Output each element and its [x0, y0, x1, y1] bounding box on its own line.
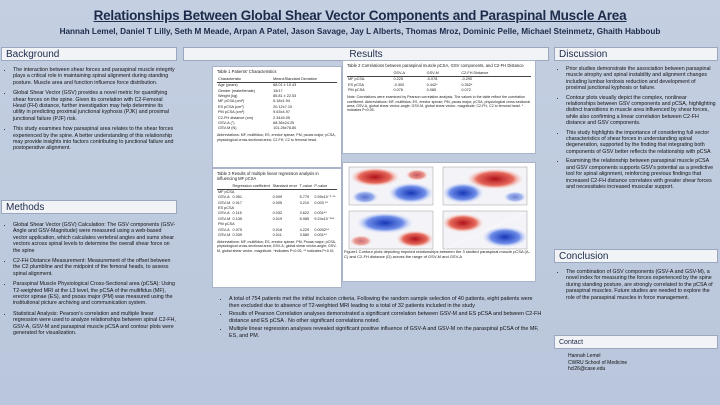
table-3: [212, 168, 342, 288]
background-bullet: • Global Shear Vector (GSV) provides a novel metric for quantifying shear forces on the spine. Given its correlation with C2-Femoral Head (FH) distance, further investigation may help determine its utility in predicting proximal junctional kyphosis (PJK) and proximal junctional failure (PJF) risk.: [13, 90, 176, 122]
table-cell: MF pCSA (cm²): [218, 99, 245, 104]
results-text: [220, 296, 542, 342]
table-1-note: Abbreviations: MF, multifidus; ES, erector spinae; PM, psoas major; pCSA, physiological cross-sectional area; C2-FH, C2 to femoral head.: [217, 133, 336, 142]
table-2-header: GSV-A: [392, 71, 425, 77]
figure-1: [342, 162, 536, 282]
discussion-text: [557, 66, 717, 193]
table-row: [217, 211, 337, 216]
table-3-header: Standard error: [272, 183, 298, 188]
poster-title: Relationships Between Global Shear Vector Components and Paraspinal Muscle Area: [93, 8, 627, 23]
contact-org: CWRU School of Medicine: [568, 359, 628, 366]
table-cell: 0.019: [272, 216, 283, 221]
table-cell: -0.290: [461, 77, 473, 82]
conclusion-bullet: • The combination of GSV components (GSV-A and GSV-M), a novel index for measuring the forces experienced by the spine during standing posture, are strongly correlated to the pCSA of paraspinal muscles. Future studies are needed to explore the role of the paraspinal muscles in force management.: [566, 269, 717, 301]
conclusion-header: Conclusion: [554, 249, 718, 263]
table-row: [217, 200, 337, 205]
discussion-bullet: • This study highlights the importance of considering full vector characteristics of shear forces in understanding spinal degeneration, supported by the finding that integrating both components of GSV better reflects the relationship with pCSA: [566, 130, 717, 156]
table-cell: 0.001**: [314, 211, 327, 216]
table-2-header: GSV-M: [426, 71, 461, 77]
discussion-header: Discussion: [554, 47, 718, 61]
methods-bullet: • Global Shear Vector (GSV) Calculation: The GSV components (GSV-Angle and GSV-Magnitude) were measured using a web-based vector application, which calculates vertebral angles and sums shear vectors across spinal levels to determine the overall shear force on the spine: [13, 222, 176, 254]
table-row: [217, 126, 337, 131]
table-group-label: ES pCSA: [218, 206, 235, 211]
contour-panel-c: [349, 211, 435, 249]
table-cell: 0.115: [232, 211, 242, 216]
methods-text: [4, 222, 176, 341]
table-2-header: C2-FH Distance: [460, 71, 531, 77]
table-cell: 0.442*: [426, 82, 438, 87]
table-cell: 5.18±1.94: [273, 99, 290, 104]
discussion-bullet: • Examining the relationship between paraspinal muscle pCSA and GSV components supports GSV's potential as a predictive tool for spinal alignment, reinforcing previous findings that increased C2-FH distance correlates with greater shear forces and necessitates increased muscular support.: [566, 158, 717, 190]
table-cell: 68.01 ± 10.43: [273, 83, 297, 88]
table-cell: PM pCSA (cm²): [218, 110, 245, 115]
table-cell: 0.072: [461, 88, 471, 93]
table-2: [342, 60, 536, 154]
background-header: Background: [1, 47, 177, 61]
table-2-grid: [347, 71, 531, 94]
table-3-grid: [217, 183, 337, 238]
table-1-header: Characteristic: [217, 77, 272, 83]
table-cell: 3.580: [299, 232, 310, 237]
table-cell: 0.005: [272, 200, 283, 205]
table-row: [217, 216, 337, 221]
table-cell: 0.017: [232, 200, 243, 205]
table-cell: 0.051: [232, 195, 243, 200]
table-cell: 6.985: [299, 216, 310, 221]
table-row: [347, 88, 531, 93]
table-cell: PM pCSA: [348, 88, 365, 93]
table-cell: 0.009: [272, 195, 283, 200]
background-bullet: • The interaction between shear forces and paraspinal muscle integrity plays a critical role in maintaining spinal alignment during standing posture. Muscle area and function influence force distribution.: [13, 67, 176, 86]
table-cell: -0.078: [426, 77, 438, 82]
table-3-header: P-value: [313, 183, 337, 189]
table-cell: GSV-M: [218, 232, 231, 237]
methods-header: Methods: [1, 200, 177, 214]
results-bullet: • A total of 754 patients met the initial inclusion criteria. Following the random sample selection of 40 patients, eight patients were then excluded due to absence of T2-weighted MRI leading to a total of 32 patients included in the study: [229, 296, 542, 309]
table-cell: 68.36±24.25: [273, 120, 295, 125]
table-cell: 0.018: [272, 227, 283, 232]
table-cell: 0.352*: [461, 82, 473, 87]
discussion-bullet: • Prior studies demonstrate the association between paraspinal muscle atrophy and spinal instability and alignment changes including lumbar lordosis reduction and development of proximal junctional kyphosis or failure.: [566, 66, 717, 92]
table-cell: 9.24x10⁻⁸**: [314, 216, 335, 221]
discussion-bullet: • Contour plots visually depict the complex, nonlinear relationships between GSV components and pCSA, highlighting distinct transitions in muscle area influenced by shear forces, while also confirming a linear correlation between C2-FH distance and GSV components.: [566, 95, 717, 127]
contour-panel-b: [441, 167, 527, 205]
table-cell: 0.0002**: [314, 227, 329, 232]
conclusion-text: [557, 269, 717, 305]
table-cell: 0.225: [393, 77, 403, 82]
table-cell: 0.032: [272, 211, 283, 216]
table-cell: 0.076: [393, 88, 403, 93]
table-cell: Age (years): [218, 83, 238, 88]
table-cell: 5.779: [299, 195, 310, 200]
table-cell: 0.135: [232, 216, 243, 221]
table-cell: 9.63±4.97: [273, 110, 290, 115]
table-cell: 15/17: [273, 88, 283, 93]
table-cell: 0.085: [426, 88, 437, 93]
contour-panel-d: [441, 211, 529, 249]
table-cell: 0.003 **: [314, 200, 328, 205]
table-1: [212, 66, 342, 168]
table-cell: -0.300: [393, 82, 405, 87]
table-1-header: Mean±Standard Deviation: [272, 77, 337, 83]
table-cell: GSV-M (N): [218, 126, 237, 131]
poster-authors: Hannah Lemel, Daniel T Lilly, Seth M Meade, Arpan A Patel, Jason Savage, Jay L Alberts, Thomas Mroz, Dominic Pelle, Michael Steinmetz, Ghaith Habboub: [59, 27, 661, 36]
table-cell: GSV-M: [218, 200, 231, 205]
table-cell: 101.26±78.80: [273, 126, 297, 131]
table-row: [217, 227, 337, 232]
table-cell: GSV-M: [218, 216, 231, 221]
contact-header: Contact: [554, 335, 718, 349]
table-cell: ES pCSA (cm²): [218, 104, 244, 109]
table-cell: 3.622: [299, 211, 310, 216]
table-cell: 3.210: [299, 200, 310, 205]
methods-bullet: • Paraspinal Muscle Physiological Cross-Sectional area (pCSA): Using T2-weighted MRI at the L3 level, the pCSA of the multifidus (MF), erector spinae (ES), and psoas major (PM) was measured using the institutional picture archiving and communication system.: [13, 281, 176, 307]
results-bullet: • Multiple linear regression analyses revealed significant positive influence of GSV-A and GSV-M on the paraspinal pCSA of the MF, ES, and PM.: [229, 326, 542, 339]
table-cell: GSV-A: [218, 211, 230, 216]
contact-name: Hannah Lemel: [568, 353, 601, 359]
table-cell: 0.075: [232, 227, 243, 232]
table-cell: 2.59x10⁻⁶ **: [314, 195, 336, 200]
table-3-note: Abbreviations: MF, multifidus; ES, erector spinae; PM, Psoas major; pCSA, physiological cross-sectional area; GSV-A, global shear vector-angle; GSV-M, global shear vector- magnitude. *indicates P<0.05, ** indicates P<0.01: [217, 239, 337, 253]
table-2-note: Note: Correlations were examined by Pearson correlation analysis. The values in the table reflect the correlation coefficient. Abbreviations: MF, multifidus; ES, erector spinae; PM, psoas major; pCSA, physiological cross-sectional area; GSV-A, global shear vector-angle; GSV-M, global shear vector- magnitude; C2-FH, C2 to femoral head. * indicates P<0.05.: [347, 95, 531, 113]
table-cell: GSV-A: [218, 227, 230, 232]
table-cell: 4.229: [299, 227, 310, 232]
results-bullet: • Results of Pearson Correlation analyses demonstrated a significant correlation between GSV-M and ES pCSA and between C2-FH distance and ES pCSA . No other significant correlations noted.: [229, 311, 542, 324]
table-cell: 0.001**: [314, 232, 327, 237]
table-row: [217, 233, 337, 238]
table-cell: 85.81 ± 22.53: [273, 94, 297, 99]
table-cell: 20.12±7.10: [273, 104, 293, 109]
table-group-label: MF pCSA: [218, 189, 235, 194]
table-group-label: PM pCSA: [218, 222, 235, 227]
table-row: [217, 195, 337, 200]
table-3-header: T-value: [299, 183, 313, 188]
table-cell: Weight (kg): [218, 94, 238, 99]
contact-info: [568, 353, 716, 373]
methods-bullet: • Statistical Analysis: Pearson's correlation and multiple linear regression were used to analyze relationships between spinal C2-FH, GSV-A, GSV-M and paraspinal muscle pCSA and contour plots were generated for visualization.: [13, 311, 176, 337]
table-3-title: Table 3 Results of multiple linear regression analysis in influencing MF pCSA: [217, 171, 319, 181]
table-3-header: Regression coefficient: [232, 183, 270, 188]
table-2-title: Table 2 Correlations between paraspinal muscle pCSA, GSV components, and C2-FH Distance: [347, 63, 524, 68]
background-text: [4, 67, 176, 156]
table-cell: Gender (male/female): [218, 88, 255, 93]
table-cell: GSV-A: [218, 195, 230, 200]
table-cell: 0.039: [232, 232, 243, 237]
table-1-title: Table 1 Patients' Characteristics: [217, 69, 277, 74]
table-cell: 0.011: [272, 232, 282, 237]
results-header: Results: [183, 47, 549, 61]
contour-panel-a: [349, 167, 435, 205]
table-cell: 2.34±5.05: [273, 115, 290, 120]
table-cell: GSV-A (°): [218, 120, 235, 125]
table-1-grid: [217, 77, 337, 132]
table-cell: C2-FH distance (cm): [218, 115, 254, 120]
contact-email[interactable]: hcl26@case.edu: [568, 366, 606, 372]
figure-1-caption: Figure1 Contour plots depicting imputed relationships between the 3 studied paraspinal muscle pCSA (A-C) and C2-FH distance (D) across the range of GSV-M and GSV-A: [344, 249, 530, 259]
table-cell: ES pCSA: [348, 82, 365, 87]
methods-bullet: • C2-FH Distance Measurement: Measurement of the offset between the C2 plumbline and the midpoint of the femoral heads, to assess spinal alignment.: [13, 258, 176, 277]
background-bullet: • This study examines how paraspinal area relates to the shear forces experienced by the spine. A better understanding of this relationship may provide insights into factors contributing to junctional failure and postoperative alignment.: [13, 126, 176, 152]
table-cell: MF pCSA: [348, 77, 365, 82]
contour-plots: [345, 165, 533, 251]
